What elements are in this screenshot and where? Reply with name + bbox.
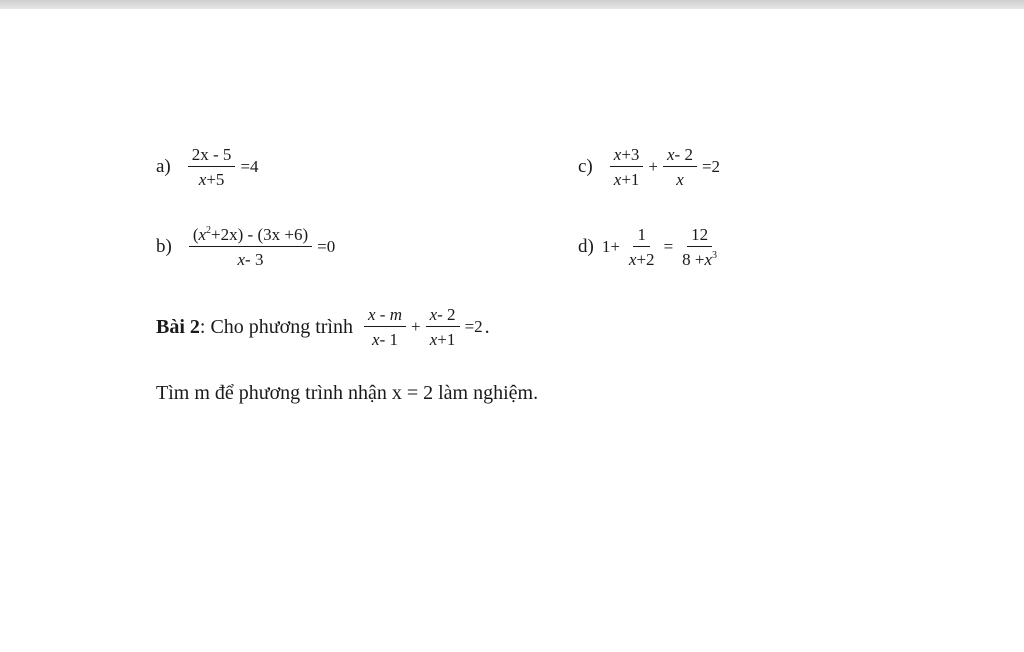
fraction-denominator bbox=[368, 327, 402, 348]
exercise-c bbox=[578, 146, 722, 188]
variable-x: x bbox=[429, 330, 438, 349]
fraction-denominator bbox=[426, 327, 460, 348]
fraction-numerator: 2x - 5 bbox=[188, 146, 236, 167]
task-text: Tìm m để phương trình nhận x = 2 làm nghiệm. bbox=[156, 382, 539, 404]
exercise-a bbox=[156, 146, 261, 188]
variable-x: x bbox=[628, 250, 637, 269]
denominator-rest: - 1 bbox=[379, 330, 398, 349]
variable-x: x bbox=[198, 225, 207, 244]
open-paren: ( bbox=[192, 225, 199, 244]
exponent: 3 bbox=[712, 250, 718, 261]
plus-sign: + bbox=[648, 157, 658, 176]
exercise-a-label: a) bbox=[156, 156, 171, 177]
exercise-b bbox=[156, 226, 337, 268]
exercise-c-fraction-2 bbox=[663, 146, 697, 188]
equation-rhs: =2 bbox=[701, 157, 721, 176]
equation-rhs: =4 bbox=[240, 157, 259, 176]
variable-m: m bbox=[389, 305, 402, 324]
bai2-fraction-1 bbox=[364, 306, 406, 348]
fraction-numerator: 12 bbox=[687, 226, 712, 247]
exercise-c-fraction-1 bbox=[610, 146, 644, 188]
fraction-denominator bbox=[195, 167, 229, 188]
numerator-rest: +3 bbox=[621, 145, 640, 164]
denominator-rest: - 3 bbox=[245, 250, 264, 269]
fraction-numerator bbox=[426, 306, 460, 327]
numerator-rest: - 2 bbox=[437, 305, 456, 324]
fraction-denominator bbox=[672, 167, 688, 188]
fraction-denominator bbox=[625, 247, 659, 268]
denominator-rest: +2 bbox=[636, 250, 655, 269]
lead-term: 1+ bbox=[601, 237, 620, 256]
exercise-d-fraction-2 bbox=[678, 226, 721, 268]
variable-x: x bbox=[198, 170, 207, 189]
variable-x: x bbox=[676, 170, 684, 189]
exercise-b-label: b) bbox=[156, 236, 172, 257]
variable-x: x bbox=[368, 305, 376, 324]
fraction-denominator bbox=[678, 247, 721, 268]
numerator-rest: +2x) - (3x +6) bbox=[211, 225, 309, 244]
fraction-numerator bbox=[189, 226, 312, 247]
equation-rhs: =2 bbox=[464, 317, 483, 336]
fraction-numerator: 1 bbox=[633, 226, 650, 247]
equation-rhs: =0 bbox=[317, 237, 336, 256]
numerator-rest: - 2 bbox=[674, 145, 693, 164]
plus-sign: + bbox=[411, 317, 421, 336]
fraction-denominator bbox=[610, 167, 644, 188]
bai2-intro: : Cho phương trình bbox=[199, 315, 353, 338]
exponent: 2 bbox=[206, 225, 212, 236]
exercise-c-label: c) bbox=[578, 156, 593, 177]
denominator-rest: +1 bbox=[621, 170, 640, 189]
denominator-prefix: 8 + bbox=[682, 250, 705, 269]
fraction-numerator bbox=[663, 146, 697, 167]
fraction-denominator bbox=[233, 247, 267, 268]
variable-x: x bbox=[704, 250, 713, 269]
bai2-fraction-2 bbox=[426, 306, 460, 348]
period: . bbox=[484, 315, 490, 338]
equals-sign: = bbox=[663, 237, 674, 256]
exercise-d-label: d) bbox=[578, 236, 594, 257]
variable-x: x bbox=[237, 250, 246, 269]
bai2-title: Bài 2 bbox=[156, 315, 200, 338]
fraction-numerator bbox=[364, 306, 406, 327]
exercise-d bbox=[578, 226, 724, 268]
denominator-rest: +5 bbox=[206, 170, 225, 189]
variable-x: x bbox=[429, 305, 438, 324]
variable-x: x bbox=[372, 330, 380, 349]
minus-sign: - bbox=[375, 305, 390, 324]
bai2-line bbox=[156, 306, 490, 348]
variable-x: x bbox=[613, 170, 622, 189]
exercise-d-fraction-1 bbox=[625, 226, 659, 268]
exercise-a-fraction bbox=[188, 146, 236, 188]
exercise-b-fraction bbox=[189, 226, 312, 268]
variable-x: x bbox=[667, 145, 675, 164]
fraction-numerator bbox=[610, 146, 644, 167]
variable-x: x bbox=[613, 145, 622, 164]
denominator-rest: +1 bbox=[437, 330, 456, 349]
